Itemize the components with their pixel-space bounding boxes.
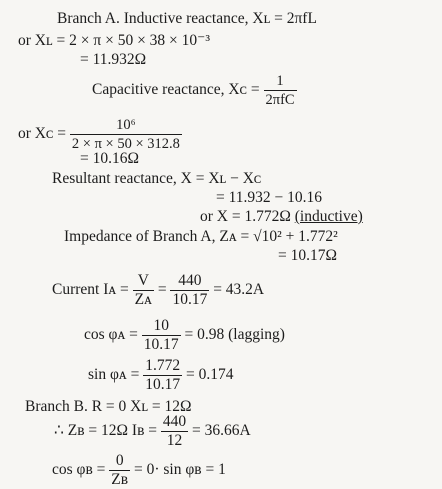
branch-a-inductive-reactance: Branch A. Inductive reactance, Xʟ = 2πfL [57, 10, 317, 27]
sin-phi-a-lhs: sin φᴀ = [88, 366, 140, 384]
v-over-za-fraction [133, 272, 154, 309]
fraction-numerator: 10⁶ [116, 117, 136, 133]
branch-b-heading: Branch B. R = 0 Xʟ = 12Ω [25, 398, 192, 415]
fraction-denominator: Zᴀ [134, 291, 152, 308]
resultant-value: or X = 1.772Ω [200, 208, 291, 225]
current-value-fraction [170, 272, 209, 309]
branch-b-lhs: ∴ Zʙ = 12Ω Iʙ = [54, 422, 158, 440]
fraction-numerator: 440 [162, 413, 187, 430]
xc-substitution [18, 116, 182, 153]
fraction-numerator: V [137, 272, 149, 289]
current-ia-formula [52, 272, 264, 309]
xc-substitution-lhs: or Xᴄ = [18, 125, 67, 143]
cos-phi-a-result: = 0.98 (lagging) [184, 326, 285, 344]
resultant-reactance-formula: Resultant reactance, X = Xʟ − Xᴄ [52, 170, 262, 187]
xc-substitution-fraction [70, 116, 182, 153]
current-ia-lhs: Current Iᴀ = [52, 281, 129, 299]
impedance-branch-a-result: = 10.17Ω [278, 247, 338, 264]
current-ia-result: = 43.2A [213, 281, 265, 299]
inductive-note: (inductive) [294, 208, 363, 225]
xc-result: = 10.16Ω [80, 150, 140, 167]
sin-phi-a-result: = 0.174 [185, 366, 234, 384]
capacitive-reactance-fraction [264, 72, 297, 109]
cos-phi-b-result: = 0· sin φʙ = 1 [133, 461, 226, 479]
fraction-numerator: 1 [276, 73, 284, 89]
equals-sign: = [157, 281, 167, 299]
impedance-branch-a-formula: Impedance of Branch A, Zᴀ = √10² + 1.772² [64, 228, 338, 245]
resultant-reactance-substitution: = 11.932 − 10.16 [216, 189, 323, 206]
branch-b-impedance-current [54, 413, 251, 450]
resultant-reactance-result [200, 208, 363, 226]
fraction-denominator: 10.17 [172, 291, 208, 308]
cos-phi-a-formula [84, 317, 285, 354]
branch-b-current-fraction [161, 413, 188, 450]
fraction-denominator: 2πfC [265, 92, 295, 108]
fraction-numerator: 0 [115, 452, 124, 469]
fraction-denominator: 10.17 [143, 336, 179, 353]
cos-phi-a-lhs: cos φᴀ = [84, 326, 138, 344]
fraction-denominator: 12 [161, 431, 188, 450]
capacitive-reactance-formula [92, 72, 297, 109]
branch-b-current-result: = 36.66A [192, 422, 251, 440]
xl-substitution: or Xʟ = 2 × π × 50 × 38 × 10⁻³ [18, 32, 211, 49]
fraction-numerator: 10 [153, 317, 169, 334]
fraction-numerator: 1.772 [145, 357, 181, 374]
capacitive-reactance-lhs: Capacitive reactance, Xᴄ = [92, 81, 260, 99]
cos-phi-b-formula [52, 452, 226, 489]
cos-phi-a-fraction [142, 317, 181, 354]
sin-phi-a-formula [88, 357, 233, 394]
sin-phi-a-fraction [143, 357, 182, 394]
fraction-denominator: 10.17 [145, 376, 181, 393]
xl-result: = 11.932Ω [80, 51, 147, 68]
fraction-denominator: 2 × π × 50 × 312.8 [71, 136, 180, 152]
fraction-denominator: Zʙ [111, 471, 129, 488]
cos-phi-b-lhs: cos φʙ = [52, 461, 106, 479]
fraction-numerator: 440 [178, 272, 202, 289]
cos-phi-b-fraction [109, 452, 130, 489]
